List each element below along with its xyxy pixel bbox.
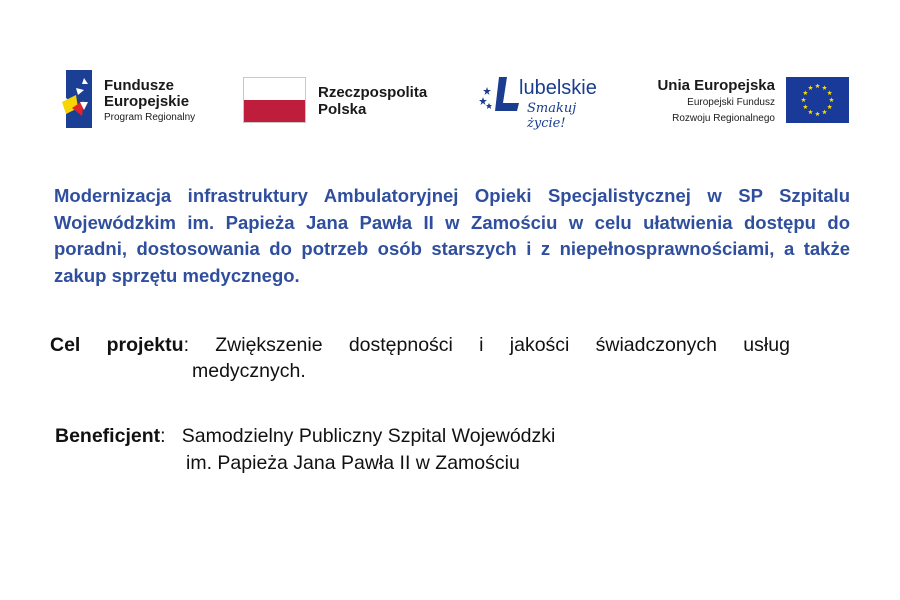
eu-star-icon — [822, 85, 827, 90]
rzeczpospolita-line2: Polska — [318, 101, 367, 118]
goal-word: jakości — [509, 334, 570, 356]
eu-star-icon — [827, 104, 832, 109]
goal-first-line — [50, 332, 790, 358]
polish-flag-icon — [243, 77, 306, 123]
eu-star-icon — [822, 110, 827, 115]
lubelskie-logo — [479, 73, 614, 131]
goal-label-2 — [107, 332, 189, 358]
eu-star-icon — [829, 97, 834, 102]
fundusze-line1: Fundusze — [104, 77, 174, 94]
eu-flag-icon — [786, 77, 849, 123]
goal-word: dostępności — [348, 334, 453, 356]
beneficiary-name-line1: Samodzielny Publiczny Szpital Wojewódzki — [181, 425, 556, 447]
goal-continuation: medycznych. — [192, 360, 306, 382]
goal-label-word2: projektu — [106, 334, 184, 356]
beneficiary-colon: : — [160, 425, 166, 447]
eu-star-icon — [803, 104, 808, 109]
eu-star-icon — [801, 97, 806, 102]
rzeczpospolita-line1: Rzeczpospolita — [318, 84, 428, 101]
fundusze-line3: Program Regionalny — [104, 112, 196, 123]
unia-europejska-text — [657, 77, 775, 126]
lubelskie-name: lubelskie — [519, 77, 597, 99]
goal-word: Zwiększenie — [215, 334, 323, 356]
goal-word: i — [479, 334, 484, 356]
lubelskie-slogan: Smakuj życie! — [527, 101, 577, 131]
project-title: Modernizacja infrastruktury Ambulatoryjnej Opieki Specjalistycznej w SP Szpitalu Wojewódzkim im. Papieża Jana Pawła II w Zamościu w celu ułatwienia dostępu do poradni, dostosowania do potrzeb osób starszych i z niepełnosprawnościami, a także zakup sprzętu medycznego. — [54, 185, 850, 286]
eu-star-icon — [808, 110, 813, 115]
goal-label — [50, 332, 80, 358]
unia-sub2: Rozwoju Regionalnego — [672, 113, 775, 124]
goal-label-word1: Cel — [50, 334, 81, 356]
goal-colon: : — [183, 334, 189, 356]
unia-sub1: Europejski Fundusz — [687, 97, 775, 108]
beneficiary-first-line — [55, 423, 755, 450]
fundusze-line2: Europejskie — [104, 93, 190, 110]
unia-title: Unia Europejska — [657, 77, 775, 94]
beneficiary — [55, 423, 755, 476]
fundusze-emblem-icon — [62, 68, 98, 130]
eu-star-icon — [803, 90, 808, 95]
rzeczpospolita-polska-text — [318, 84, 427, 118]
eu-star-icon — [815, 111, 820, 116]
eu-star-icon — [815, 83, 820, 88]
beneficiary-name-line2: im. Papieża Jana Pawła II w Zamościu — [186, 451, 520, 474]
eu-star-icon — [827, 90, 832, 95]
logo-bar — [0, 0, 900, 140]
eu-star-icon — [808, 85, 813, 90]
goal-word: świadczonych — [595, 334, 718, 356]
project-goal — [50, 332, 790, 384]
goal-word: usług — [743, 334, 790, 356]
fundusze-europejskie-logo — [62, 68, 207, 130]
beneficiary-label: Beneficjent — [55, 425, 161, 447]
